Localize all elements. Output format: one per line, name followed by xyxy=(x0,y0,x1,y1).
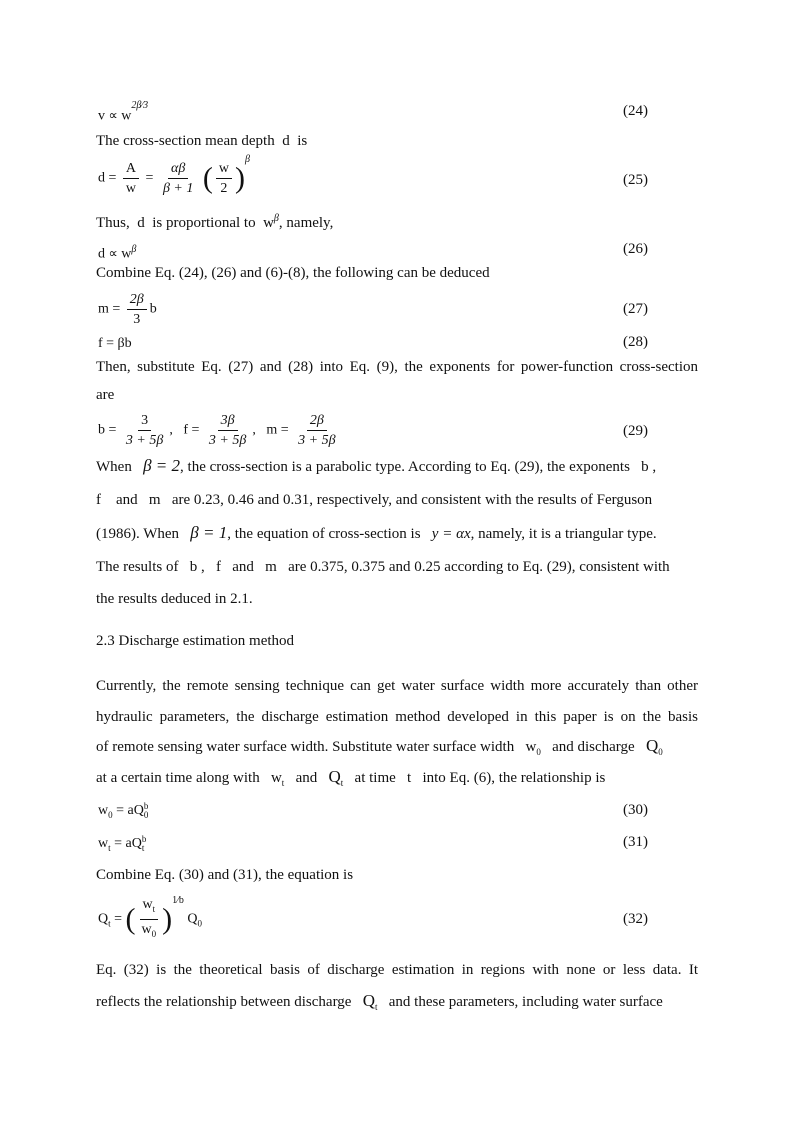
eq27-lhs: m xyxy=(98,301,109,317)
p4w: w xyxy=(270,770,282,786)
t8a: (1986). When xyxy=(96,526,180,542)
eq26-lhs: d xyxy=(98,246,105,262)
eq31-lhs: w xyxy=(98,836,109,852)
eq32-fnsub: t xyxy=(152,903,156,914)
t7b: and xyxy=(116,492,138,508)
eq27-fn: 2β xyxy=(127,291,147,310)
eq32-fdsub: 0 xyxy=(151,928,157,939)
eq32-lhs: Q xyxy=(98,911,109,927)
t1v: d xyxy=(282,133,290,149)
equation-25: d = $\frac{A}{w}$ = $\frac{\alpha\beta}{\beta + 1}$ ( $\frac{w}{2}$ )$^\beta$ xyxy=(98,154,250,196)
t7c: m xyxy=(148,492,161,508)
eq30-lhs: w xyxy=(98,803,109,819)
eq29-f-d: 3 + 5β xyxy=(208,433,247,448)
eq32-fd: w xyxy=(141,921,152,937)
eq30-rsup: b xyxy=(143,801,149,811)
text-line-3: Combine Eq. (24), (26) and (6)-(8), the following can be deduced xyxy=(96,265,490,281)
eq32-exp: 1⁄b xyxy=(172,894,184,906)
eq27-fd: 3 xyxy=(133,312,141,327)
paragraph-line-7 xyxy=(96,992,698,1016)
p7b: and these parameters, including water surface xyxy=(388,994,663,1010)
eq31-lsub: t xyxy=(108,843,111,854)
t2c: , namely, xyxy=(278,215,334,231)
eq25-frac2 xyxy=(160,160,196,197)
t6a: When xyxy=(96,459,132,475)
eq27-frac xyxy=(127,291,147,328)
eq25-f1d: w xyxy=(125,181,137,196)
t8eq: β = 1 xyxy=(190,523,228,542)
p3qsub: 0 xyxy=(658,747,663,757)
eq29-b-n: 3 xyxy=(138,412,151,431)
p4wsub: t xyxy=(281,778,285,788)
eq26-rhs: w xyxy=(121,246,132,262)
equation-32: $Q_t$ = ( $\frac{w_t}{w_0}$ )$^{1⁄b}$ $Q_0$ xyxy=(98,896,202,943)
eq32-number: (32) xyxy=(623,911,648,927)
eq25-f1n: A xyxy=(123,160,139,179)
eq24-relation: ∝ xyxy=(108,108,118,124)
text-line-1 xyxy=(96,132,307,150)
p7q: Q xyxy=(362,991,375,1010)
p4a: at a certain time along with xyxy=(96,770,260,786)
eq25-exp: β xyxy=(244,154,250,166)
eq32-frac xyxy=(139,896,160,943)
t2a: Thus, xyxy=(96,215,130,231)
eq24-exponent: 2β⁄3 xyxy=(131,100,149,111)
t1a: The cross-section mean depth xyxy=(96,133,275,149)
eq25-paren-open: ( xyxy=(202,161,213,195)
t1b: is xyxy=(297,133,308,149)
eq30-rhs: aQ xyxy=(127,803,144,819)
t8c: , namely, it is a triangular type. xyxy=(470,526,657,542)
equation-28: f = βb xyxy=(98,336,132,351)
eq25-paren-close: ) xyxy=(234,161,245,195)
t9c: f xyxy=(215,559,221,575)
text-line-7 xyxy=(96,491,698,509)
p4t: t xyxy=(407,770,412,786)
text-line-10: the results deduced in 2.1. xyxy=(96,591,253,607)
t7a: f xyxy=(96,492,101,508)
p7qsub: t xyxy=(375,1002,378,1012)
t9e: m xyxy=(265,559,277,575)
t9a: The results of xyxy=(96,559,179,575)
t2w: w xyxy=(263,215,274,231)
eq31-scripts xyxy=(142,835,147,853)
text-line-5: are xyxy=(96,387,115,403)
eq31-number: (31) xyxy=(623,834,648,850)
p3a: of remote sensing water surface width. Substitute water surface width xyxy=(96,739,515,755)
eq32-paren-close: ) xyxy=(162,902,173,936)
p3b: and discharge xyxy=(552,739,635,755)
paragraph-line-6: Eq. (32) is the theoretical basis of discharge estimation in regions with none or less data. It xyxy=(96,962,698,978)
eq31-rsub: t xyxy=(141,843,145,853)
text-line-6 xyxy=(96,457,656,476)
p4q: Q xyxy=(328,767,341,786)
eq24-rhs: w xyxy=(121,108,132,124)
p7a: reflects the relationship between discharge xyxy=(96,994,352,1010)
eq25-f2d: β + 1 xyxy=(162,181,194,196)
p3w: w xyxy=(525,739,537,755)
eq32-tailsub: 0 xyxy=(197,918,202,929)
t8b: , the equation of cross-section is xyxy=(227,526,421,542)
eq28-number: (28) xyxy=(623,334,648,350)
eq29-b-d: 3 + 5β xyxy=(125,433,164,448)
paragraph-line-4 xyxy=(96,768,605,792)
eq24-lhs: v xyxy=(98,108,105,124)
equation-29: b = $\frac{3}{3 + 5\beta}$ , f = $\frac{3\beta}{3 + 5\beta}$ , m = $\frac{2\beta}{3 + 5\beta}$ xyxy=(98,412,342,449)
eq29-f-n: 3β xyxy=(218,412,238,431)
t9b: b , xyxy=(189,559,205,575)
text-line-4: Then, substitute Eq. (27) and (28) into Eq. (9), the exponents for power-function cross-section xyxy=(96,359,698,375)
p4c: at time xyxy=(354,770,396,786)
eq29-m-n: 2β xyxy=(307,412,327,431)
p4b: and xyxy=(295,770,318,786)
text-line-8 xyxy=(96,524,657,543)
eq25-number: (25) xyxy=(623,172,648,188)
eq32-lsub: t xyxy=(108,918,111,929)
eq30-number: (30) xyxy=(623,802,648,818)
eq29-number: (29) xyxy=(623,423,648,439)
eq29-m-frac xyxy=(295,412,338,449)
eq32-fn-wrap xyxy=(140,896,159,920)
t7d: are 0.23, 0.46 and 0.31, respectively, and consistent with the results of Ferguson xyxy=(171,492,653,508)
eq29-f-frac xyxy=(206,412,249,449)
eq30-scripts xyxy=(144,802,149,820)
eq32-paren-open: ( xyxy=(125,902,136,936)
p4d: into Eq. (6), the relationship is xyxy=(422,770,606,786)
t6b: , the cross-section is a parabolic type. According to Eq. (29), the exponents xyxy=(180,459,630,475)
eq32-tail: Q xyxy=(187,911,198,927)
equation-26 xyxy=(98,244,136,263)
paragraph-line-1: Currently, the remote sensing technique can get water surface width more accurately than other xyxy=(96,678,698,694)
eq29-m-lhs: m xyxy=(266,422,278,438)
t8eq2: y = αx xyxy=(431,526,471,542)
eq27-tail: b xyxy=(149,301,157,317)
t2wexp: β xyxy=(273,213,279,224)
eq25-frac3 xyxy=(216,160,232,197)
text-line-9 xyxy=(96,558,670,576)
t9d: and xyxy=(232,559,254,575)
p3wsub: 0 xyxy=(536,747,541,757)
equation-30: $w_0$ = aQ b 0 xyxy=(98,801,149,821)
eq29-b-lhs: b xyxy=(98,422,105,438)
t9f: are 0.375, 0.375 and 0.25 according to Eq. (29), consistent with xyxy=(288,559,670,575)
p3q: Q xyxy=(645,736,659,755)
section-heading: 2.3 Discharge estimation method xyxy=(96,633,295,649)
eq25-f3n: w xyxy=(216,160,232,179)
t2v: d xyxy=(137,215,145,231)
eq25-lhs: d xyxy=(98,170,105,186)
eq26-exp: β xyxy=(131,244,137,255)
equation-31: $w_t$ = aQ b t xyxy=(98,834,147,854)
t6c: b , xyxy=(641,459,657,475)
eq29-m-d: 3 + 5β xyxy=(298,433,336,448)
eq26-rel: ∝ xyxy=(108,246,118,262)
eq27-number: (27) xyxy=(623,301,648,317)
eq32-fd-wrap xyxy=(139,920,160,943)
eq25-f2n: αβ xyxy=(168,160,188,179)
eq30-lsub: 0 xyxy=(108,810,113,821)
eq29-f-lhs: f xyxy=(183,422,188,438)
t2b: is proportional to xyxy=(152,215,256,231)
paragraph-line-3 xyxy=(96,737,663,761)
eq31-rsup: b xyxy=(141,834,147,844)
t6eq: β = 2 xyxy=(143,456,181,475)
paragraph-line-5: Combine Eq. (30) and (31), the equation is xyxy=(96,867,354,883)
eq30-rsub: 0 xyxy=(143,810,149,820)
eq24-number: (24) xyxy=(623,103,648,119)
eq25-frac1 xyxy=(123,160,139,197)
eq31-rhs: aQ xyxy=(125,836,142,852)
eq26-number: (26) xyxy=(623,241,648,257)
paragraph-line-2: hydraulic parameters, the discharge estimation method developed in this paper is on the basis xyxy=(96,709,698,725)
eq25-f3d: 2 xyxy=(220,181,228,196)
p4qsub: t xyxy=(340,778,344,788)
eq29-b-frac xyxy=(123,412,166,449)
eq32-fn: w xyxy=(142,897,153,912)
equation-27: m = $\frac{2\beta}{3}$ b xyxy=(98,292,157,327)
text-line-2 xyxy=(96,210,333,232)
